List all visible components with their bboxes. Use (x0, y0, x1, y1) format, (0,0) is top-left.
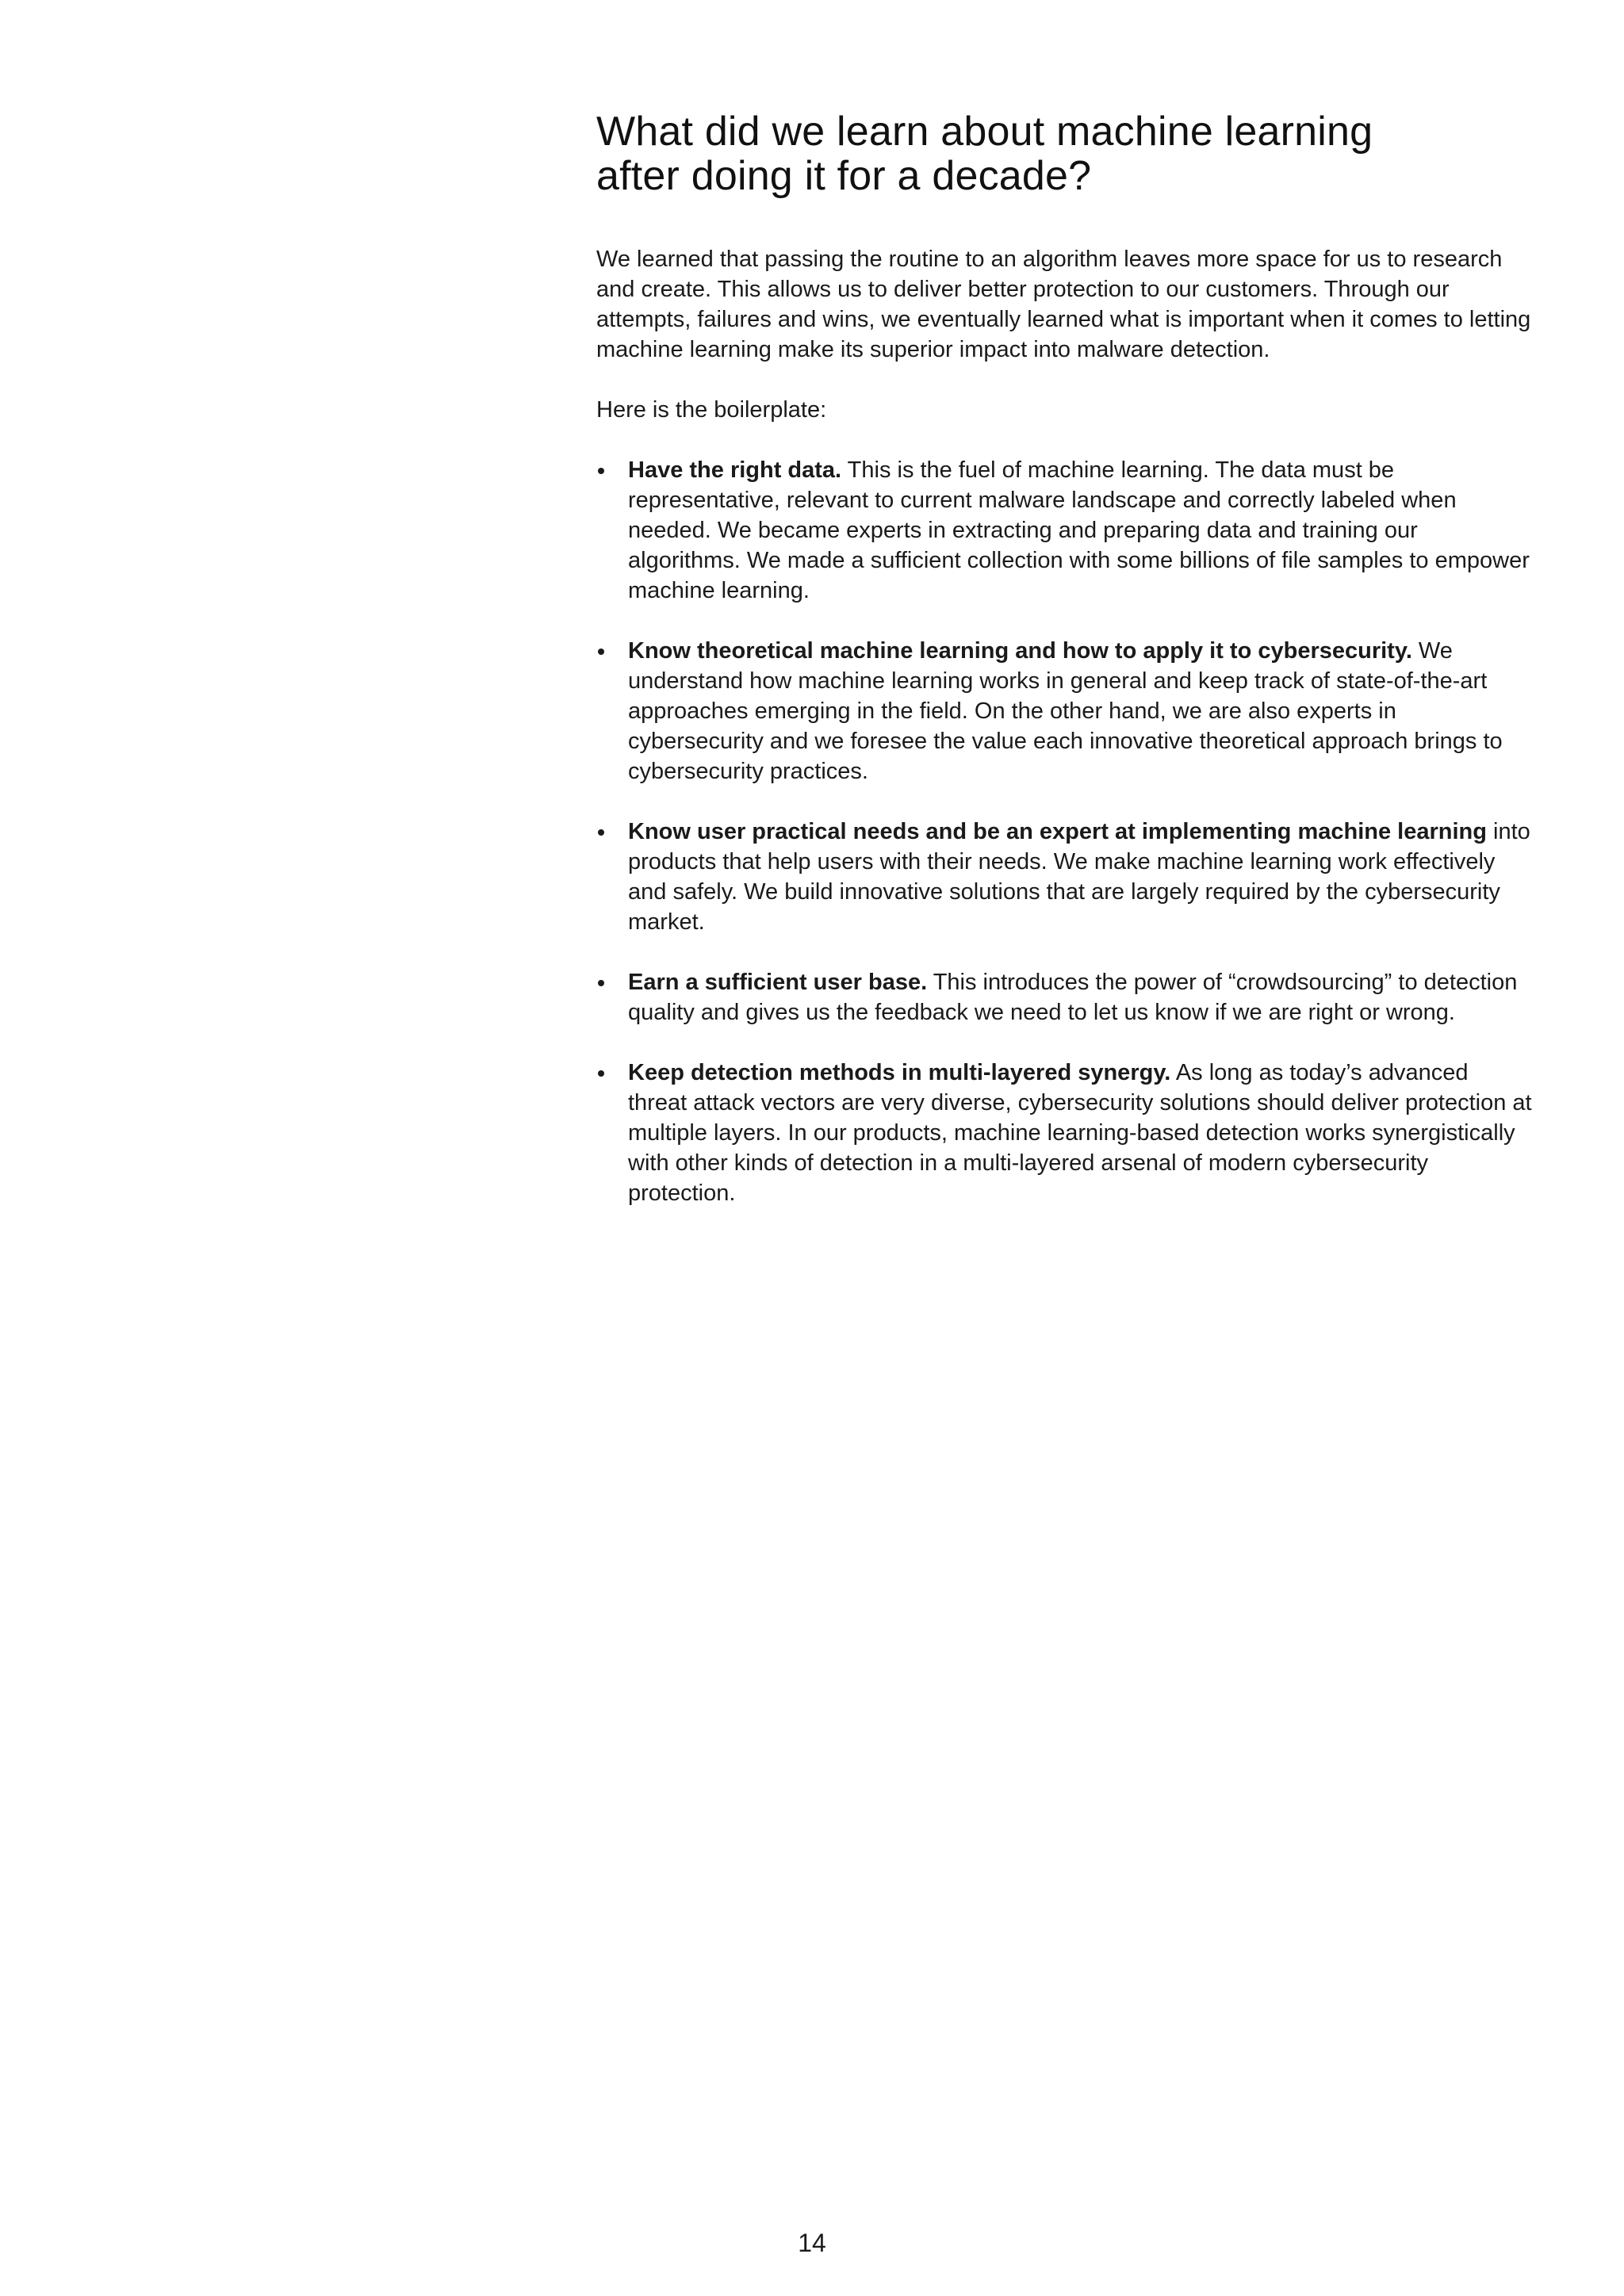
list-item (596, 967, 1532, 1027)
list-item (596, 817, 1532, 937)
list-item (596, 1058, 1532, 1208)
bullet-icon (598, 468, 604, 474)
page-content (596, 109, 1532, 1238)
list-item-heading: Keep detection methods in multi-layered synergy. (628, 1060, 1171, 1085)
list-item-heading: Know user practical needs and be an expert at implementing machine learning (628, 819, 1487, 844)
boilerplate-list (596, 455, 1532, 1208)
page-number: 14 (798, 2229, 826, 2257)
bullet-icon (598, 980, 604, 986)
list-item (596, 455, 1532, 606)
boilerplate-label: Here is the boilerplate: (596, 397, 827, 423)
intro-paragraph: We learned that passing the routine to an algorithm leaves more space for us to research and create. This allows us to deliver better protection to our customers. Through our attempts, failures and wins, we eventually learned what is important when it comes to letting machine learning make its superior impact into malware detection. (596, 247, 1531, 362)
list-item-heading: Earn a sufficient user base. (628, 970, 928, 995)
list-item-heading: Have the right data. (628, 457, 842, 483)
list-item-text: into products that help users with their needs. We make machine learning work effectively and safely. We build innovative solutions that are largely required by the cybersecurity market. (628, 819, 1530, 935)
bullet-icon (598, 1070, 604, 1077)
page-title (596, 109, 1532, 198)
page-title-line-2: after doing it for a decade? (596, 153, 1092, 199)
list-item-text: This introduces the power of “crowdsourcing” to detection quality and gives us the feedback we need to let us know if we are right or wrong. (628, 970, 1518, 1025)
list-item-text: We understand how machine learning works in general and keep track of state-of-the-art approaches emerging in the field. On the other hand, we are also experts in cybersecurity and we foresee the value each innovative theoretical approach brings to cybersecurity practices. (628, 638, 1503, 784)
list-item-text: As long as today’s advanced threat attack vectors are very diverse, cybersecurity solutions should deliver protection at multiple layers. In our products, machine learning-based detection works synergistically with other kinds of detection in a multi-layered arsenal of modern cybersecurity protection. (628, 1060, 1532, 1206)
bullet-icon (598, 829, 604, 836)
list-item-heading: Know theoretical machine learning and how to apply it to cybersecurity. (628, 638, 1412, 664)
list-item-text: This is the fuel of machine learning. The data must be representative, relevant to current malware landscape and correctly labeled when needed. We became experts in extracting and preparing data and training our algorithms. We made a sufficient collection with some billions of file samples to empower machine learning. (628, 457, 1530, 603)
page-title-line-1: What did we learn about machine learning (596, 109, 1373, 155)
bullet-icon (598, 649, 604, 655)
list-item (596, 636, 1532, 786)
